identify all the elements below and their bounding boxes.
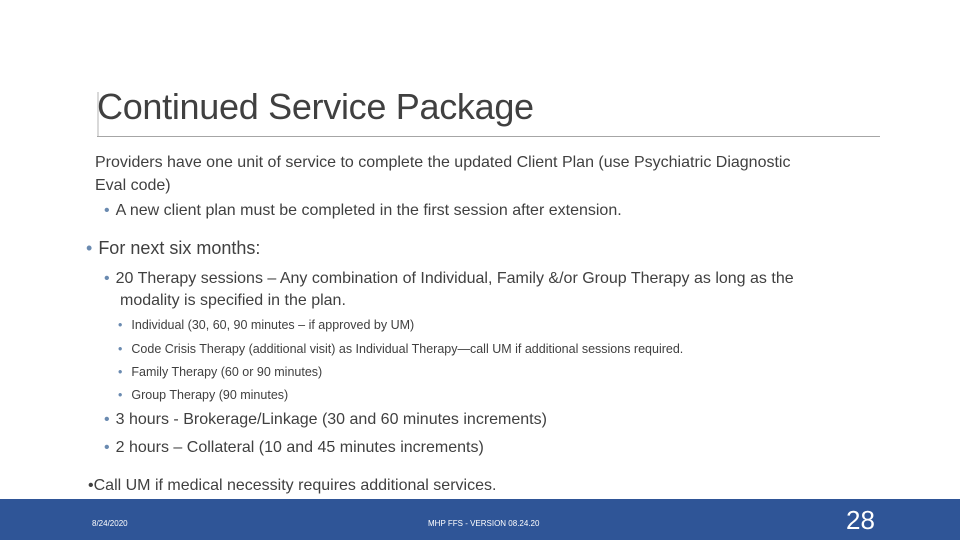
slide-number: 28 xyxy=(846,505,875,535)
bullet-icon: • xyxy=(86,238,93,258)
collateral-bullet xyxy=(104,439,484,457)
intro-sub-bullet xyxy=(104,202,622,220)
title-divider xyxy=(97,136,880,137)
bullet-icon: • xyxy=(88,477,94,494)
therapy-item-crisis xyxy=(118,342,683,356)
bullet-icon: • xyxy=(104,270,110,287)
therapy-item-group xyxy=(118,388,288,402)
brokerage-text: 3 hours - Brokerage/Linkage (30 and 60 minutes increments) xyxy=(115,411,547,428)
bullet-icon: • xyxy=(104,411,110,428)
therapy-item-text: Individual (30, 60, 90 minutes – if approved by UM) xyxy=(131,318,415,332)
therapy-item-text: Code Crisis Therapy (additional visit) as Individual Therapy—call UM if additional sessions required. xyxy=(131,342,684,356)
call-um-text: Call UM if medical necessity requires additional services. xyxy=(93,477,497,494)
therapy-item-family xyxy=(118,365,322,379)
next-months-text: For next six months: xyxy=(98,238,261,258)
bullet-icon: • xyxy=(118,318,123,332)
bullet-icon: • xyxy=(118,342,123,356)
bullet-icon: • xyxy=(104,202,110,219)
intro-sub-text: A new client plan must be completed in the first session after extension. xyxy=(115,202,622,219)
slide-title: Continued Service Package xyxy=(97,86,534,127)
therapy-sessions-text-line-2: modality is specified in the plan. xyxy=(120,292,346,309)
bullet-icon: • xyxy=(118,388,123,402)
brokerage-bullet xyxy=(104,411,547,429)
therapy-item-individual xyxy=(118,318,414,332)
footer-version: MHP FFS - VERSION 08.24.20 xyxy=(428,519,540,528)
call-um-bullet xyxy=(88,477,496,495)
next-months-heading xyxy=(86,238,260,259)
therapy-sessions-text: 20 Therapy sessions – Any combination of Individual, Family &/or Group Therapy as long as the xyxy=(115,270,794,287)
therapy-item-text: Family Therapy (60 or 90 minutes) xyxy=(131,365,323,379)
bullet-icon: • xyxy=(118,365,123,379)
intro-text-line-1: Providers have one unit of service to complete the updated Client Plan (use Psychiatric Diagnostic xyxy=(95,154,791,171)
footer-date: 8/24/2020 xyxy=(92,519,128,528)
therapy-item-text: Group Therapy (90 minutes) xyxy=(131,388,289,402)
intro-text-line-2: Eval code) xyxy=(95,177,171,194)
therapy-sessions-bullet xyxy=(104,270,794,288)
bullet-icon: • xyxy=(104,439,110,456)
collateral-text: 2 hours – Collateral (10 and 45 minutes increments) xyxy=(115,439,484,456)
